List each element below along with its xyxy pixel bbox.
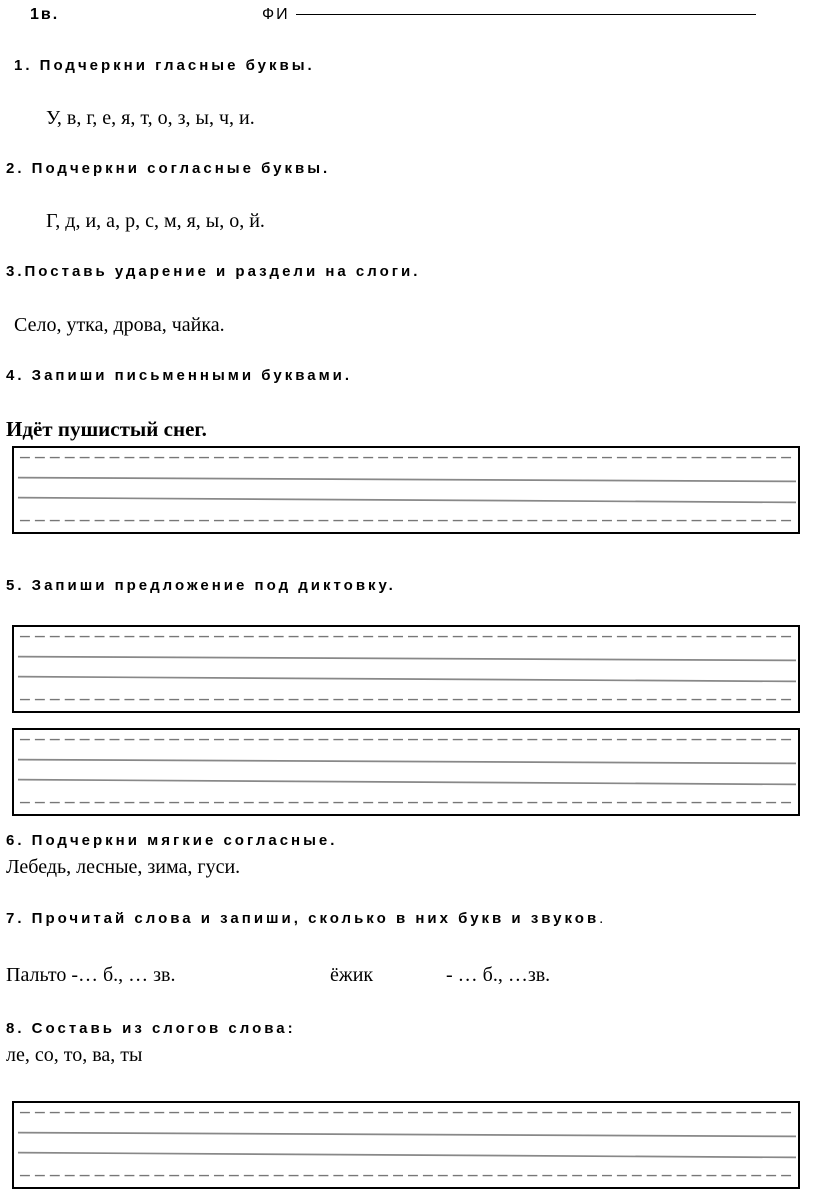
task-7-title bbox=[6, 910, 603, 927]
writing-box-3[interactable] bbox=[12, 728, 800, 816]
name-field[interactable] bbox=[262, 6, 756, 24]
task-2-letters: Г, д, и, а, р, с, м, я, ы, о, й. bbox=[46, 210, 265, 232]
writing-box-2[interactable] bbox=[12, 625, 800, 713]
writing-box-1[interactable] bbox=[12, 446, 800, 534]
task-3-title: 3.Поставь ударение и раздели на слоги. bbox=[6, 263, 421, 280]
task-7-word-2-counts: - … б., …зв. bbox=[446, 964, 551, 986]
task-7-word-1: Пальто -… б., … зв. bbox=[6, 964, 176, 986]
fi-underline bbox=[296, 14, 756, 15]
task-6-words: Лебедь, лесные, зима, гуси. bbox=[6, 856, 241, 878]
writing-lines-1 bbox=[14, 448, 798, 532]
task-1-title: 1. Подчеркни гласные буквы. bbox=[14, 57, 315, 74]
writing-lines-3 bbox=[14, 730, 798, 814]
task-7-title-text: 7. Прочитай слова и запиши, сколько в них букв и звуков bbox=[6, 910, 600, 927]
writing-lines-4 bbox=[14, 1103, 798, 1187]
task-4-title: 4. Запиши письменными буквами. bbox=[6, 367, 353, 384]
writing-box-4[interactable] bbox=[12, 1101, 800, 1189]
writing-lines-2 bbox=[14, 627, 798, 711]
task-6-title: 6. Подчеркни мягкие согласные. bbox=[6, 832, 338, 849]
task-5-title: 5. Запиши предложение под диктовку. bbox=[6, 577, 396, 594]
variant-label: 1в. bbox=[30, 6, 60, 23]
task-8-title: 8. Составь из слогов слова: bbox=[6, 1020, 296, 1037]
task-3-words: Село, утка, дрова, чайка. bbox=[14, 314, 225, 336]
task-7-word-2: ёжик bbox=[330, 964, 374, 986]
task-4-sentence: Идёт пушистый снег. bbox=[6, 417, 207, 441]
task-2-title: 2. Подчеркни согласные буквы. bbox=[6, 160, 331, 177]
fi-label: ФИ bbox=[262, 6, 290, 23]
task-7-title-period: . bbox=[599, 910, 604, 927]
task-1-letters: У, в, г, е, я, т, о, з, ы, ч, и. bbox=[46, 107, 255, 129]
task-8-syllables: ле, со, то, ва, ты bbox=[6, 1044, 143, 1066]
